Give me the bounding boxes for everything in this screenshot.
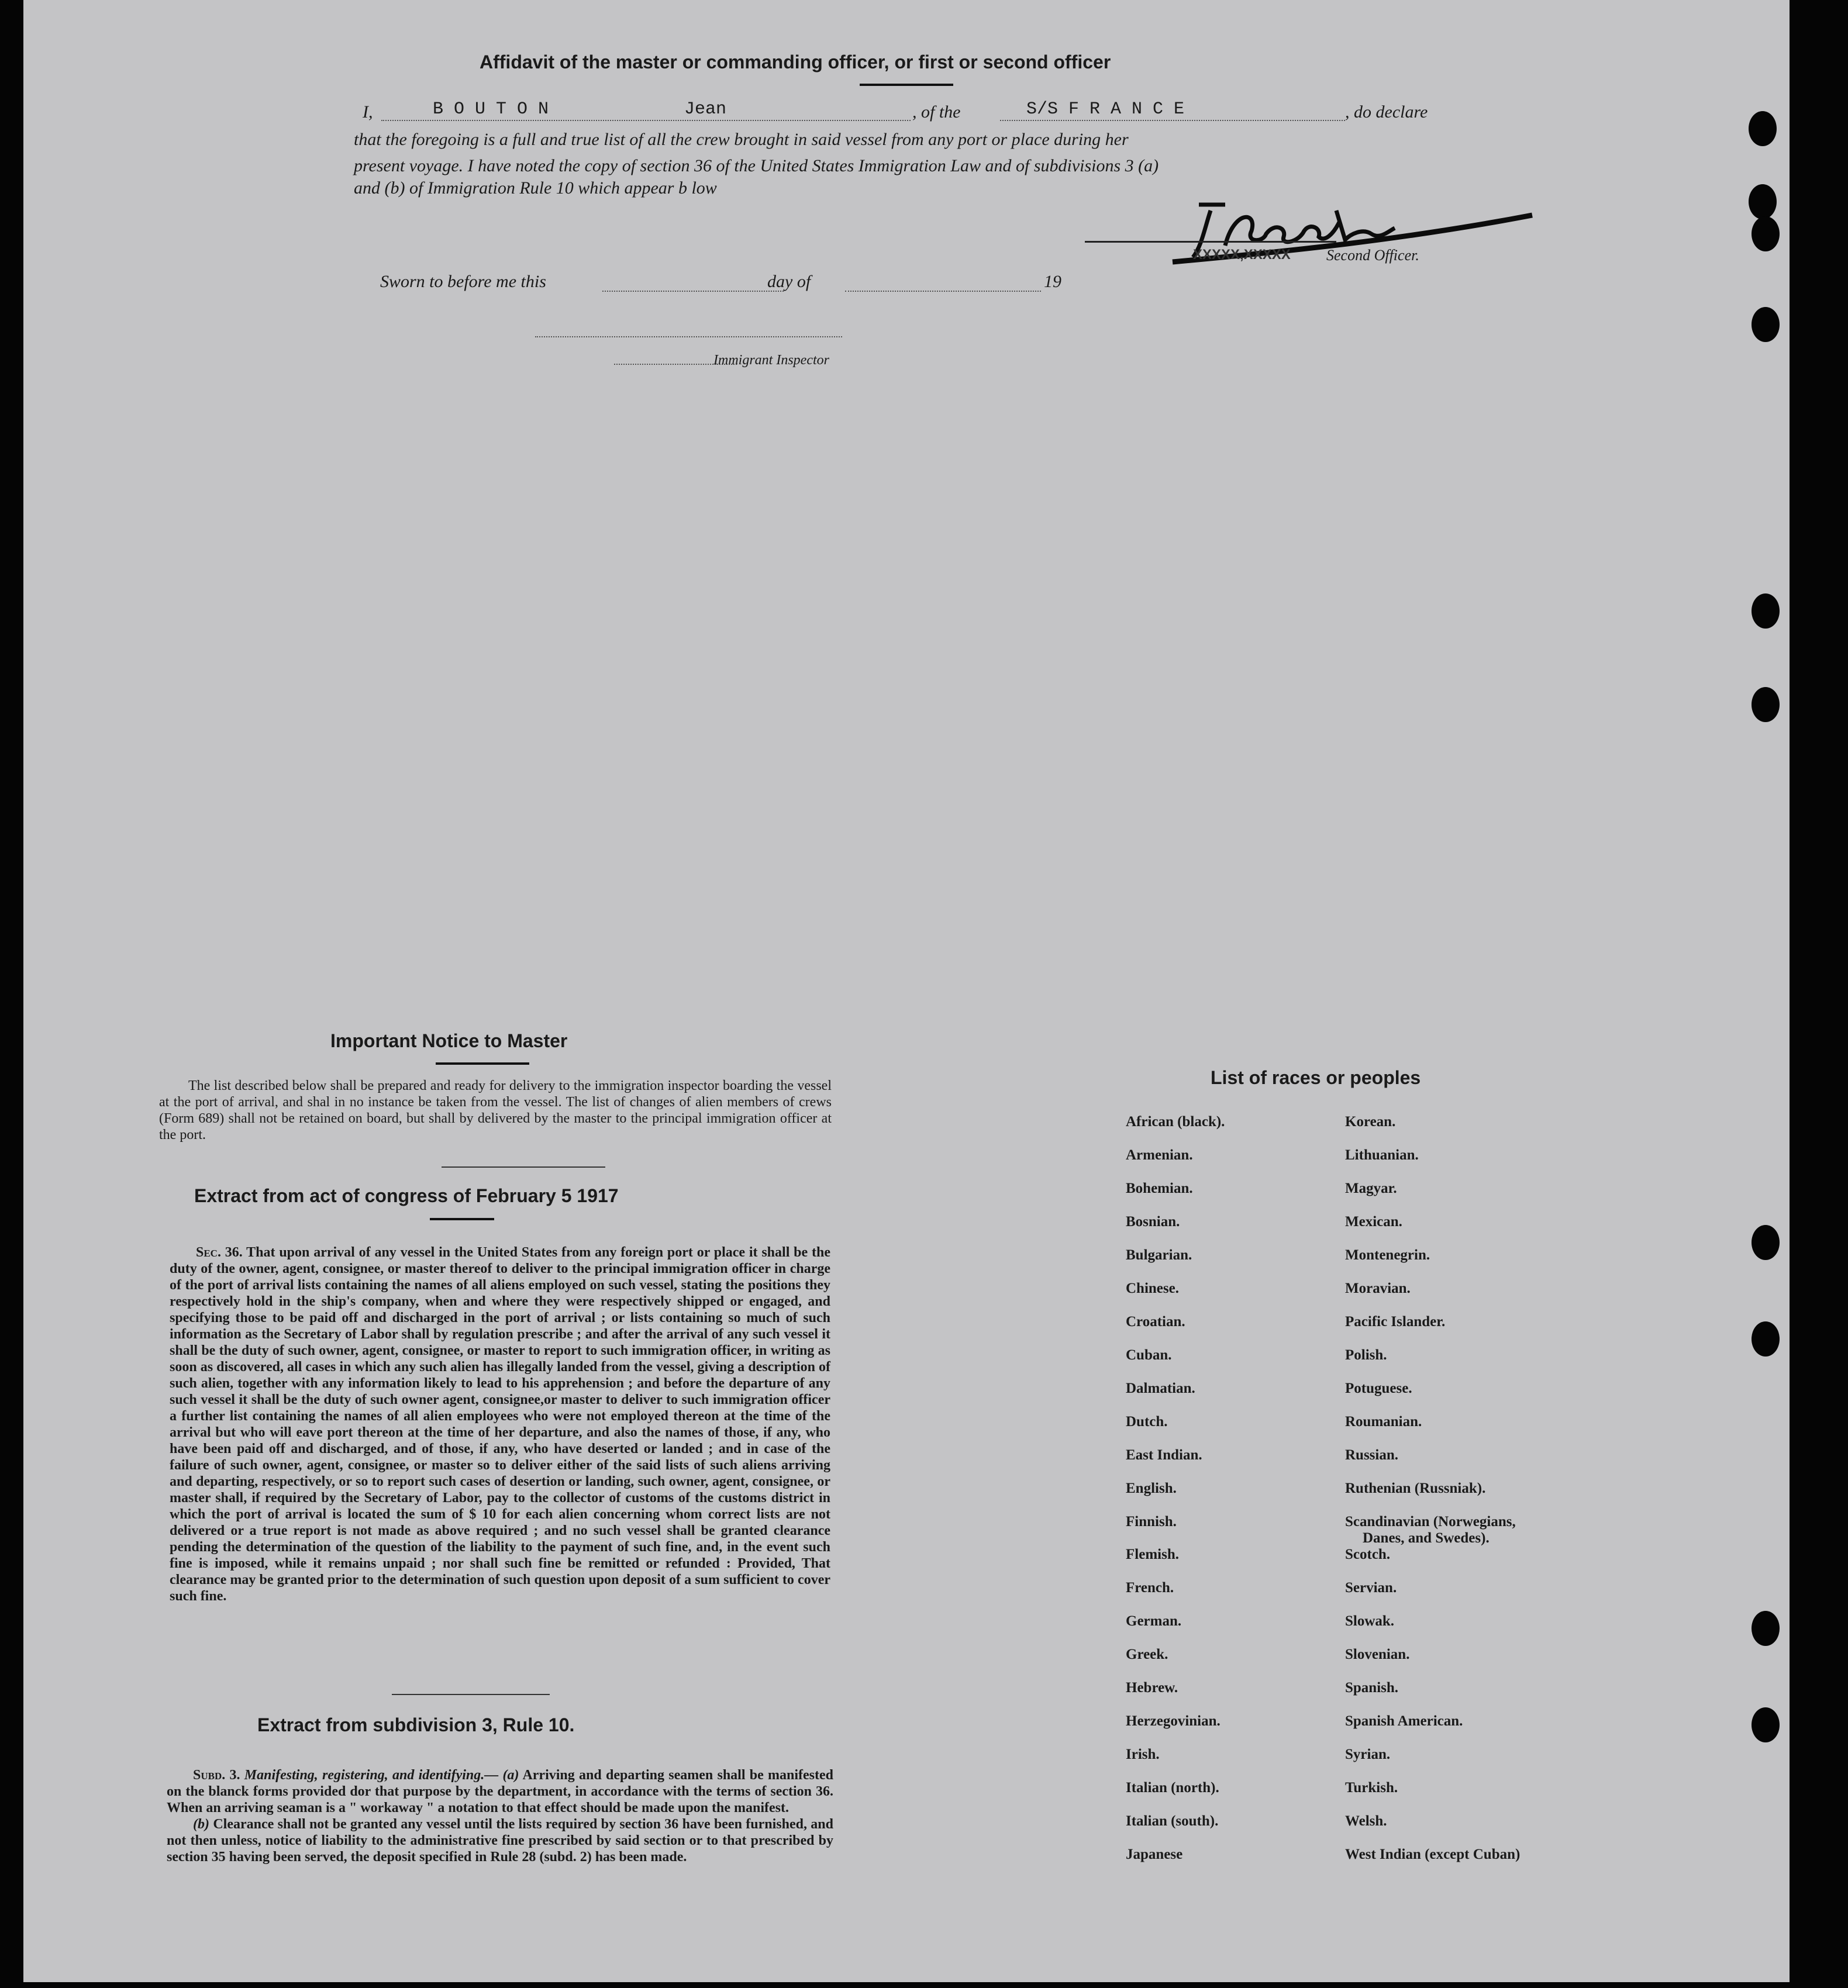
- race-item: Italian (south).: [1126, 1813, 1219, 1829]
- binder-hole: [1752, 216, 1780, 251]
- notice-underline: [436, 1062, 529, 1065]
- inspector-line: [535, 336, 842, 337]
- notice-divider: [442, 1166, 605, 1168]
- race-item: Cuban.: [1126, 1347, 1172, 1363]
- race-item: Scotch.: [1345, 1547, 1391, 1562]
- race-item: Roumanian.: [1345, 1414, 1422, 1430]
- officer-surname: B O U T O N: [433, 99, 549, 119]
- binder-hole: [1752, 307, 1780, 342]
- race-item: Bulgarian.: [1126, 1247, 1192, 1263]
- race-item: Scandinavian (Norwegians,: [1345, 1514, 1516, 1530]
- race-item: English.: [1126, 1480, 1177, 1496]
- extract-rule-title: Extract from subdivision 3, Rule 10.: [257, 1714, 575, 1735]
- race-item: Irish.: [1126, 1747, 1160, 1762]
- race-item: Turkish.: [1345, 1780, 1398, 1796]
- notice-title: Important Notice to Master: [330, 1030, 568, 1051]
- name-line: [381, 120, 911, 121]
- races-title: List of races or peoples: [1211, 1067, 1421, 1088]
- race-item: Hebrew.: [1126, 1680, 1178, 1696]
- race-item: Bohemian.: [1126, 1181, 1193, 1196]
- subd-label: Subd. 3.: [193, 1768, 240, 1783]
- race-item: Croatian.: [1126, 1314, 1185, 1330]
- signature-line: [1085, 241, 1336, 243]
- races-left-column: [1126, 1114, 1225, 1880]
- race-item: Greek.: [1126, 1647, 1168, 1662]
- month-line: [845, 291, 1041, 292]
- race-item: German.: [1126, 1613, 1182, 1629]
- race-item: Dalmatian.: [1126, 1380, 1195, 1396]
- race-item: Finnish.: [1126, 1514, 1177, 1530]
- extract-rule-body: [167, 1767, 833, 1865]
- day-of-label: day of: [767, 272, 811, 291]
- race-item: Danes, and Swedes).: [1363, 1530, 1490, 1546]
- race-item: Herzegovinian.: [1126, 1713, 1220, 1729]
- race-item: African (black).: [1126, 1114, 1225, 1130]
- subd-b-label: (b): [193, 1817, 209, 1832]
- sworn-label: Sworn to before me this: [380, 272, 546, 291]
- race-item: Slowak.: [1345, 1613, 1395, 1629]
- race-item: West Indian (except Cuban): [1345, 1847, 1521, 1862]
- extract-act-body: [170, 1244, 830, 1604]
- year-label: 19: [1044, 272, 1061, 291]
- notice-body: The list described below shall be prepared and ready for delivery to the immigration inspector boarding the vessel at the port of arrival, and shal in no instance be taken from the vessel. The list of changes of alien members of crews (Form 689) shall not be retained on board, but shall by delivered by the master to the principal immigration officer at the port.: [159, 1078, 832, 1143]
- binder-hole: [1752, 1707, 1780, 1742]
- of-the-label: , of the: [912, 102, 961, 122]
- section-text: That upon arrival of any vessel in the United States from any foreign port or place it shall be the duty of the owner, agent, consignee, or master thereof to deliver to the principal immigration officer in charge of the port of arrival lists containing the names of all aliens employed on such vessel, stating the positions they respectively hold in the ship's company, when and where they were respectively shipped or engaged, and specifying those to be paid off and discharged in the port of arrival ; or lists containing so much of such information as the Secretary of Labor shall by regulation prescribe ; and after the arrival of any such vessel it shall be the duty of such owner, agent, consignee, or master to report to such immigration officer, in writing as soon as discovered, all cases in which any such alien has illegally landed from the vessel, giving a description of such alien, together with any information likely to lead to his apprehension ; and before the departure of any such vessel it shall be the duty of such owner agent, consignee,or master to deliver to such immigration officer a further list containing the names of all alien employees who were not employed thereon at the time of the arrival but who will eave port thereon at the time of her departure, and also the names of those, if any, who have been paid off and discharged, and of those, if any, who have deserted or landed ; and in case of the failure of such owner, agent, consignee, or master so to deliver either of the said lists of such aliens arriving and departing, respectively, or so to report such cases of desertion or landing, such owner, agent, consignee, or master shall, if required by the Secretary of Labor, pay to the collector of customs of the customs district in which the port of arrival is located the sum of $ 10 for each alien concerning whom correct lists are not delivered or a true report is not made as above required ; and no such vessel shall be granted clearance pending the determination of the question of the liability to the payment of such fine, and, in the event such fine is imposed, while it remains unpaid ; nor shall such fine be remitted or refunded : Provided, That clearance may be granted prior to the determination of such question upon deposit of a sum sufficient to cover such fine.: [170, 1245, 830, 1604]
- race-item: Armenian.: [1126, 1147, 1193, 1163]
- race-item: Spanish American.: [1345, 1713, 1463, 1729]
- extract-act-underline: [430, 1218, 494, 1220]
- affidavit-title: Affidavit of the master or commanding officer, or first or second officer: [480, 51, 1111, 73]
- race-item: East Indian.: [1126, 1447, 1202, 1463]
- affidavit-line-2: that the foregoing is a full and true list of all the crew brought in said vessel from any port or place during her: [354, 130, 1129, 149]
- section-label: Sec. 36.: [196, 1245, 243, 1260]
- race-item: Moravian.: [1345, 1281, 1411, 1296]
- signature-role: Second Officer.: [1326, 247, 1419, 264]
- race-item: Dutch.: [1126, 1414, 1168, 1430]
- do-declare-label: , do declare: [1345, 102, 1428, 122]
- race-item: Ruthenian (Russniak).: [1345, 1480, 1486, 1496]
- binder-hole: [1749, 184, 1777, 219]
- race-item: Servian.: [1345, 1580, 1397, 1596]
- race-item: Polish.: [1345, 1347, 1387, 1363]
- race-item: Bosnian.: [1126, 1214, 1180, 1230]
- race-item: Pacific Islander.: [1345, 1314, 1446, 1330]
- race-item: Flemish.: [1126, 1547, 1179, 1562]
- binder-hole: [1752, 687, 1780, 722]
- race-item: French.: [1126, 1580, 1174, 1596]
- subd-para-b: Clearance shall not be granted any vessel until the lists required by section 36 have been furnished, and not then unless, notice of liability to the administrative fine prescribed by said section or to that prescribed by section 35 having been served, the deposit specified in Rule 28 (subd. 2) has been made.: [167, 1817, 833, 1865]
- race-item: Montenegrin.: [1345, 1247, 1430, 1263]
- subd-heading: Manifesting, registering, and identifying.— (a): [244, 1768, 519, 1783]
- race-item: Spanish.: [1345, 1680, 1399, 1696]
- race-item: Russian.: [1345, 1447, 1399, 1463]
- race-item: Potuguese.: [1345, 1380, 1412, 1396]
- binder-hole: [1749, 111, 1777, 146]
- subd-para-a: Arriving and departing seamen shall be manifested on the blanck forms provided dor that purpose by the department, in accordance with the terms of section 36. When an arriving seaman is a " workaway " a notation to that effect should be made upon the manifest.: [167, 1768, 833, 1816]
- inspector-label: Immigrant Inspector: [713, 353, 829, 368]
- race-item: Magyar.: [1345, 1181, 1397, 1196]
- races-right-column: [1345, 1114, 1520, 1880]
- binder-hole: [1752, 1611, 1780, 1646]
- binder-hole: [1752, 1321, 1780, 1357]
- race-item: Japanese: [1126, 1847, 1183, 1862]
- race-item: Italian (north).: [1126, 1780, 1219, 1796]
- document-page: [23, 0, 1790, 1982]
- race-item: [1126, 1530, 1225, 1547]
- title-underline: [860, 84, 953, 86]
- affidavit-i: I,: [363, 102, 373, 122]
- act-divider: [392, 1694, 550, 1695]
- ship-name: S/S F R A N C E: [1026, 99, 1185, 119]
- binder-hole: [1752, 593, 1780, 629]
- struck-role: XXXXX,XXXXX: [1193, 247, 1291, 263]
- race-item: Chinese.: [1126, 1281, 1179, 1296]
- race-item: Korean.: [1345, 1114, 1396, 1130]
- affidavit-line-3: present voyage. I have noted the copy of section 36 of the United States Immigration Law and of subdivisions 3 (a): [354, 156, 1159, 175]
- extract-act-title: Extract from act of congress of February 5 1917: [194, 1185, 619, 1206]
- race-item: Slovenian.: [1345, 1647, 1410, 1662]
- race-item: Welsh.: [1345, 1813, 1387, 1829]
- affidavit-line-4: and (b) of Immigration Rule 10 which appear b low: [354, 178, 717, 198]
- binder-hole: [1752, 1225, 1780, 1260]
- race-item: Syrian.: [1345, 1747, 1391, 1762]
- day-line: [602, 291, 784, 292]
- race-item: Mexican.: [1345, 1214, 1402, 1230]
- ship-line: [1000, 120, 1345, 121]
- officer-first-name: Jean: [684, 99, 727, 119]
- race-item: Lithuanian.: [1345, 1147, 1419, 1163]
